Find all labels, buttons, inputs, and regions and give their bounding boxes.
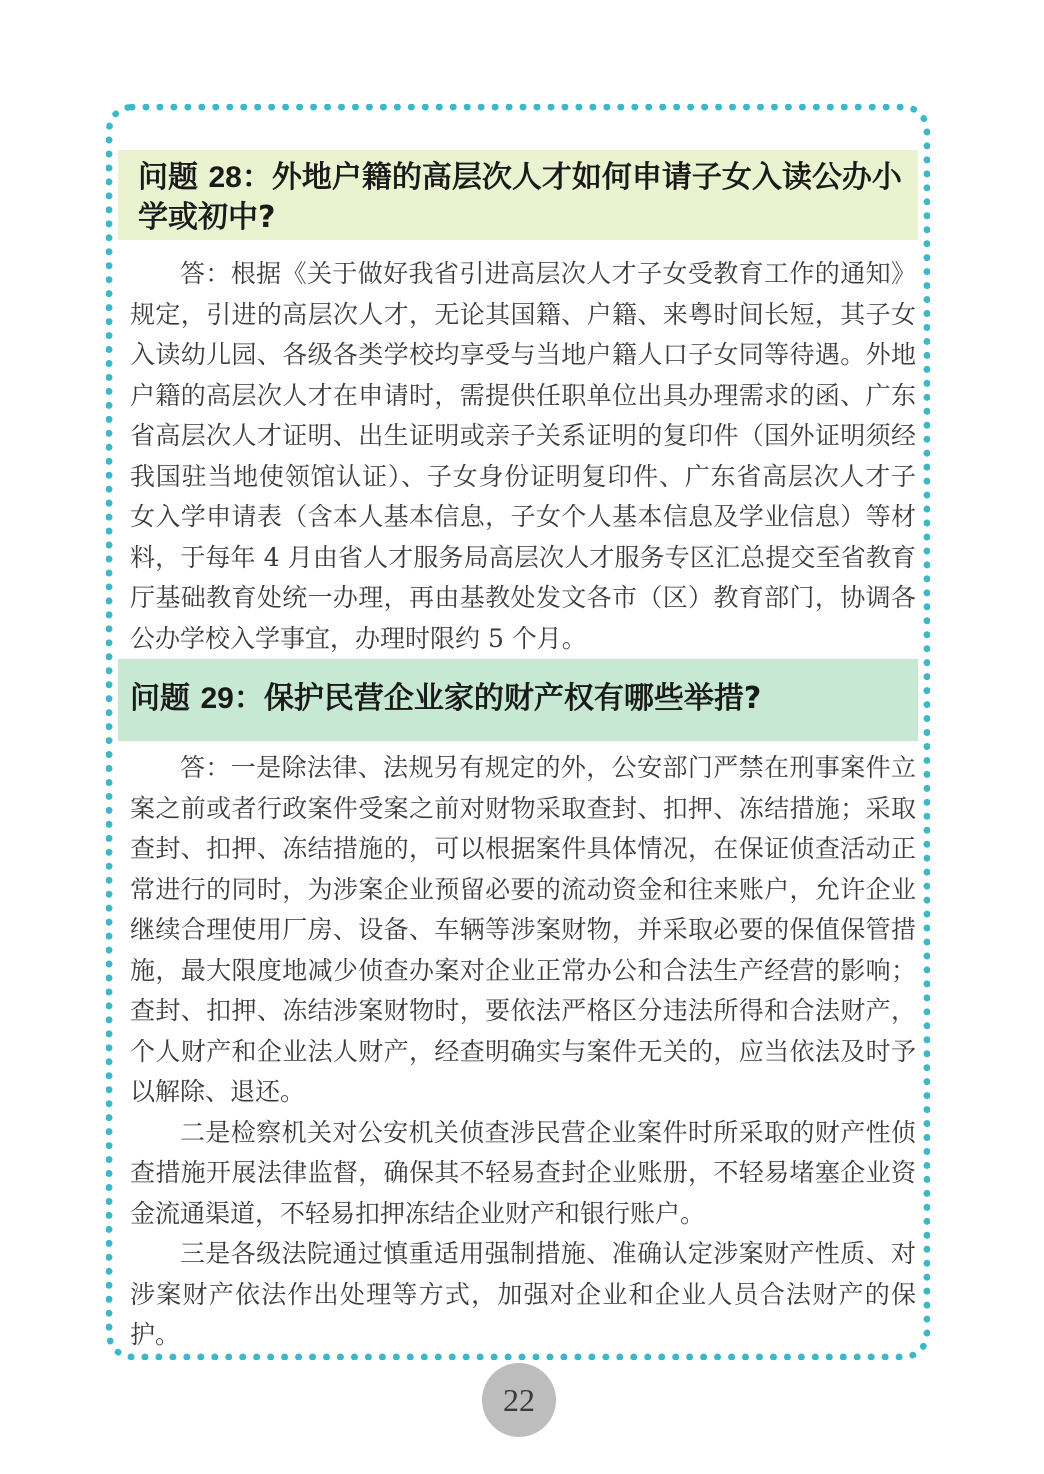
question-29-number: 29 (200, 682, 234, 715)
answer-28 (130, 254, 916, 659)
question-28-heading (118, 150, 918, 240)
answer-29-paragraph-2: 二是检察机关对公安机关侦查涉民营企业案件时所采取的财产性侦查措施开展法律监督，确保其不轻易查封企业账册，不轻易堵塞企业资金流通渠道，不轻易扣押冻结企业财产和银行账户。 (130, 1117, 916, 1228)
page-number-badge: 22 (482, 1363, 556, 1437)
question-28-prefix: 问题 (138, 160, 209, 195)
question-28-number: 28 (208, 161, 242, 194)
content-area (118, 116, 918, 1348)
question-29-text: ：保护民营企业家的财产权有哪些举措? (233, 681, 762, 716)
question-29-heading (118, 659, 918, 741)
question-28-text: ：外地户籍的高层次人才如何申请子女入读公办小学或初中? (138, 160, 902, 235)
question-29-prefix: 问题 (130, 681, 201, 716)
answer-29-paragraph-1: 答：一是除法律、法规另有规定的外，公安部门严禁在刑事案件立案之前或者行政案件受案之前对财物采取查封、扣押、冻结措施；采取查封、扣押、冻结措施的，可以根据案件具体情况，在保证侦查活动正常进行的同时，为涉案企业预留必要的流动资金和往来账户，允许企业继续合理使用厂房、设备、车辆等涉案财物，并采取必要的保值保管措施，最大限度地减少侦查办案对企业正常办公和合法生产经营的影响；查封、扣押、冻结涉案财物时，要依法严格区分违法所得和合法财产，个人财产和企业法人财产，经查明确实与案件无关的，应当依法及时予以解除、退还。 (130, 753, 916, 1106)
answer-29 (130, 748, 916, 1348)
answer-29-paragraph-3: 三是各级法院通过慎重适用强制措施、准确认定涉案财产性质、对涉案财产依法作出处理等方式，加强对企业和企业人员合法财产的保护。 (130, 1239, 916, 1348)
answer-28-paragraph: 答：根据《关于做好我省引进高层次人才子女受教育工作的通知》规定，引进的高层次人才，无论其国籍、户籍、来粤时间长短，其子女入读幼儿园、各级各类学校均享受与当地户籍人口子女同等待遇。外地户籍的高层次人才在申请时，需提供任职单位出具办理需求的函、广东省高层次人才证明、出生证明或亲子关系证明的复印件（国外证明须经我国驻当地使领馆认证）、子女身份证明复印件、广东省高层次人才子女入学申请表（含本人基本信息，子女个人基本信息及学业信息）等材料，于每年 4 月由省人才服务局高层次人才服务专区汇总提交至省教育厅基础教育处统一办理，再由基教处发文各市（区）教育部门，协调各公办学校入学事宜，办理时限约 5 个月。 (130, 259, 916, 653)
